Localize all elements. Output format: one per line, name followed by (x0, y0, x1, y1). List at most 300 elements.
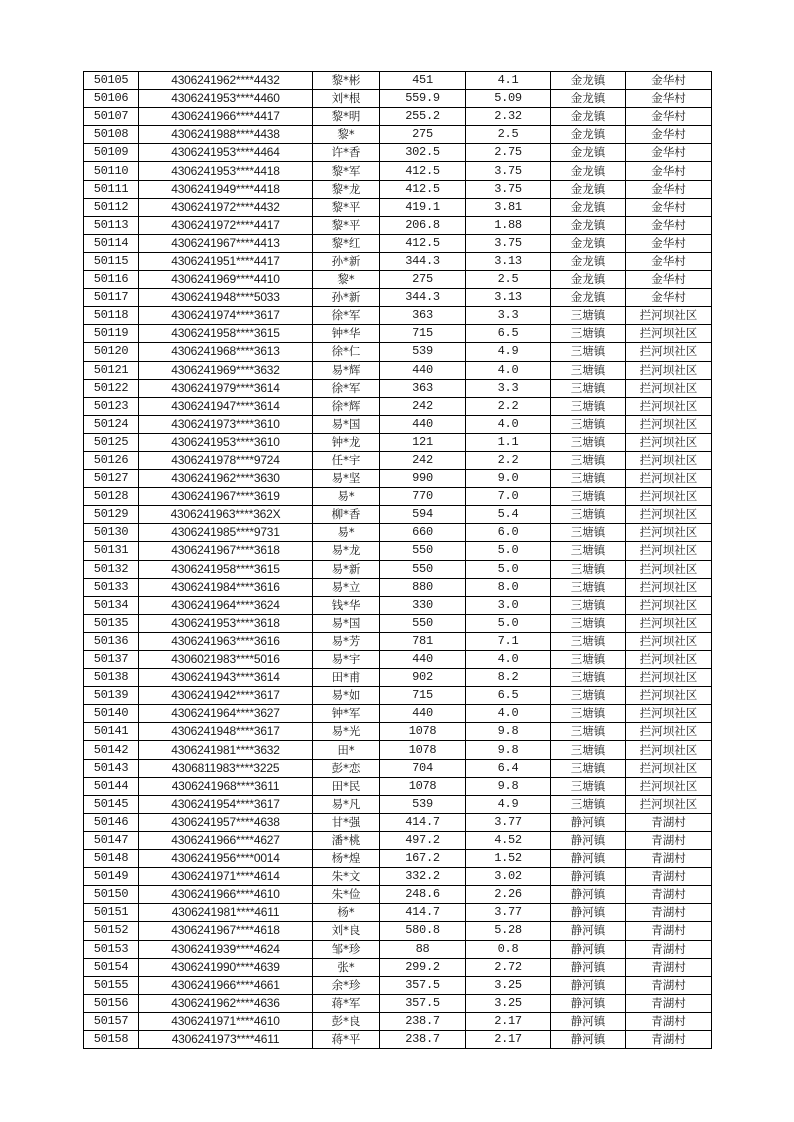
area-cell: 4.0 (466, 361, 551, 379)
table-row (84, 614, 712, 632)
id-number-cell: 4306241939****4624 (139, 940, 313, 958)
town-cell: 三塘镇 (551, 795, 626, 813)
amount-cell: 412.5 (380, 234, 466, 252)
village-cell: 拦河坝社区 (626, 397, 712, 415)
area-cell: 2.75 (466, 144, 551, 162)
table-row (84, 596, 712, 614)
id-number-cell: 4306241973****3610 (139, 415, 313, 433)
table-body (84, 72, 712, 1049)
serial-number-cell: 50115 (84, 252, 139, 270)
village-cell: 拦河坝社区 (626, 379, 712, 397)
area-cell: 3.13 (466, 252, 551, 270)
village-cell: 青湖村 (626, 940, 712, 958)
name-cell: 黎*彬 (313, 72, 380, 90)
table-row (84, 90, 712, 108)
serial-number-cell: 50107 (84, 108, 139, 126)
serial-number-cell: 50143 (84, 759, 139, 777)
id-number-cell: 4306241953****4418 (139, 162, 313, 180)
table-row (84, 651, 712, 669)
table-row (84, 397, 712, 415)
village-cell: 金华村 (626, 162, 712, 180)
amount-cell: 440 (380, 651, 466, 669)
name-cell: 易*辉 (313, 361, 380, 379)
table-row (84, 958, 712, 976)
serial-number-cell: 50139 (84, 687, 139, 705)
amount-cell: 440 (380, 361, 466, 379)
id-number-cell: 4306241949****4418 (139, 180, 313, 198)
area-cell: 3.0 (466, 596, 551, 614)
name-cell: 田*甫 (313, 669, 380, 687)
id-number-cell: 4306241968****3611 (139, 777, 313, 795)
area-cell: 4.0 (466, 651, 551, 669)
village-cell: 拦河坝社区 (626, 415, 712, 433)
serial-number-cell: 50120 (84, 343, 139, 361)
table-row (84, 252, 712, 270)
id-number-cell: 4306241947****3614 (139, 397, 313, 415)
name-cell: 易*芳 (313, 632, 380, 650)
table-row (84, 415, 712, 433)
table-row (84, 904, 712, 922)
serial-number-cell: 50105 (84, 72, 139, 90)
serial-number-cell: 50114 (84, 234, 139, 252)
name-cell: 柳*香 (313, 506, 380, 524)
village-cell: 拦河坝社区 (626, 632, 712, 650)
serial-number-cell: 50131 (84, 542, 139, 560)
town-cell: 三塘镇 (551, 614, 626, 632)
serial-number-cell: 50144 (84, 777, 139, 795)
serial-number-cell: 50133 (84, 578, 139, 596)
amount-cell: 357.5 (380, 994, 466, 1012)
serial-number-cell: 50126 (84, 451, 139, 469)
serial-number-cell: 50157 (84, 1012, 139, 1030)
area-cell: 9.8 (466, 741, 551, 759)
table-row (84, 632, 712, 650)
area-cell: 3.25 (466, 994, 551, 1012)
amount-cell: 451 (380, 72, 466, 90)
id-number-cell: 4306241951****4417 (139, 252, 313, 270)
serial-number-cell: 50110 (84, 162, 139, 180)
amount-cell: 594 (380, 506, 466, 524)
name-cell: 蒋*平 (313, 1030, 380, 1048)
name-cell: 孙*新 (313, 289, 380, 307)
town-cell: 静河镇 (551, 868, 626, 886)
id-number-cell: 4306241968****3613 (139, 343, 313, 361)
village-cell: 拦河坝社区 (626, 651, 712, 669)
area-cell: 8.0 (466, 578, 551, 596)
town-cell: 金龙镇 (551, 234, 626, 252)
table-row (84, 307, 712, 325)
table-row (84, 1012, 712, 1030)
area-cell: 3.02 (466, 868, 551, 886)
id-number-cell: 4306241964****3627 (139, 705, 313, 723)
name-cell: 易*宇 (313, 651, 380, 669)
id-number-cell: 4306241963****362X (139, 506, 313, 524)
amount-cell: 344.3 (380, 252, 466, 270)
village-cell: 青湖村 (626, 868, 712, 886)
town-cell: 三塘镇 (551, 705, 626, 723)
name-cell: 余*珍 (313, 976, 380, 994)
name-cell: 张* (313, 958, 380, 976)
town-cell: 金龙镇 (551, 144, 626, 162)
table-row (84, 289, 712, 307)
name-cell: 徐*辉 (313, 397, 380, 415)
id-number-cell: 4306241953****4464 (139, 144, 313, 162)
name-cell: 许*香 (313, 144, 380, 162)
serial-number-cell: 50138 (84, 669, 139, 687)
table-row (84, 705, 712, 723)
town-cell: 三塘镇 (551, 560, 626, 578)
id-number-cell: 4306241966****4661 (139, 976, 313, 994)
amount-cell: 440 (380, 705, 466, 723)
serial-number-cell: 50118 (84, 307, 139, 325)
serial-number-cell: 50142 (84, 741, 139, 759)
name-cell: 黎*龙 (313, 180, 380, 198)
village-cell: 拦河坝社区 (626, 307, 712, 325)
table-row (84, 831, 712, 849)
name-cell: 黎*明 (313, 108, 380, 126)
town-cell: 三塘镇 (551, 578, 626, 596)
village-cell: 金华村 (626, 126, 712, 144)
table-row (84, 126, 712, 144)
village-cell: 青湖村 (626, 831, 712, 849)
village-cell: 金华村 (626, 252, 712, 270)
amount-cell: 1078 (380, 741, 466, 759)
area-cell: 8.2 (466, 669, 551, 687)
village-cell: 拦河坝社区 (626, 560, 712, 578)
serial-number-cell: 50112 (84, 198, 139, 216)
id-number-cell: 4306241943****3614 (139, 669, 313, 687)
name-cell: 黎* (313, 271, 380, 289)
table-row (84, 162, 712, 180)
name-cell: 易*如 (313, 687, 380, 705)
town-cell: 静河镇 (551, 831, 626, 849)
town-cell: 三塘镇 (551, 759, 626, 777)
area-cell: 3.13 (466, 289, 551, 307)
amount-cell: 715 (380, 325, 466, 343)
serial-number-cell: 50134 (84, 596, 139, 614)
town-cell: 三塘镇 (551, 777, 626, 795)
amount-cell: 550 (380, 560, 466, 578)
id-number-cell: 4306241971****4610 (139, 1012, 313, 1030)
area-cell: 4.9 (466, 343, 551, 361)
town-cell: 三塘镇 (551, 542, 626, 560)
town-cell: 三塘镇 (551, 470, 626, 488)
village-cell: 金华村 (626, 234, 712, 252)
village-cell: 金华村 (626, 180, 712, 198)
area-cell: 5.0 (466, 560, 551, 578)
table-row (84, 379, 712, 397)
serial-number-cell: 50151 (84, 904, 139, 922)
table-row (84, 234, 712, 252)
table-row (84, 524, 712, 542)
village-cell: 拦河坝社区 (626, 687, 712, 705)
amount-cell: 363 (380, 307, 466, 325)
village-cell: 拦河坝社区 (626, 325, 712, 343)
town-cell: 金龙镇 (551, 216, 626, 234)
name-cell: 孙*新 (313, 252, 380, 270)
id-number-cell: 4306241974****3617 (139, 307, 313, 325)
town-cell: 三塘镇 (551, 524, 626, 542)
town-cell: 三塘镇 (551, 669, 626, 687)
id-number-cell: 4306241953****3618 (139, 614, 313, 632)
town-cell: 三塘镇 (551, 687, 626, 705)
id-number-cell: 4306241958****3615 (139, 325, 313, 343)
village-cell: 拦河坝社区 (626, 596, 712, 614)
table-row (84, 940, 712, 958)
amount-cell: 414.7 (380, 904, 466, 922)
amount-cell: 412.5 (380, 180, 466, 198)
serial-number-cell: 50141 (84, 723, 139, 741)
area-cell: 3.75 (466, 180, 551, 198)
village-cell: 拦河坝社区 (626, 361, 712, 379)
village-cell: 青湖村 (626, 958, 712, 976)
town-cell: 静河镇 (551, 904, 626, 922)
amount-cell: 121 (380, 433, 466, 451)
amount-cell: 330 (380, 596, 466, 614)
village-cell: 青湖村 (626, 886, 712, 904)
table-row (84, 271, 712, 289)
name-cell: 徐*仁 (313, 343, 380, 361)
area-cell: 1.52 (466, 850, 551, 868)
amount-cell: 332.2 (380, 868, 466, 886)
name-cell: 易*国 (313, 614, 380, 632)
town-cell: 静河镇 (551, 976, 626, 994)
amount-cell: 559.9 (380, 90, 466, 108)
table-row (84, 994, 712, 1012)
table-row (84, 470, 712, 488)
area-cell: 4.0 (466, 415, 551, 433)
amount-cell: 344.3 (380, 289, 466, 307)
town-cell: 金龙镇 (551, 108, 626, 126)
id-number-cell: 4306241981****4611 (139, 904, 313, 922)
table-row (84, 976, 712, 994)
amount-cell: 580.8 (380, 922, 466, 940)
name-cell: 任*宇 (313, 451, 380, 469)
table-row (84, 506, 712, 524)
serial-number-cell: 50129 (84, 506, 139, 524)
area-cell: 2.32 (466, 108, 551, 126)
serial-number-cell: 50158 (84, 1030, 139, 1048)
table-row (84, 198, 712, 216)
area-cell: 2.17 (466, 1012, 551, 1030)
table-row (84, 108, 712, 126)
village-cell: 拦河坝社区 (626, 669, 712, 687)
name-cell: 黎* (313, 126, 380, 144)
serial-number-cell: 50137 (84, 651, 139, 669)
amount-cell: 414.7 (380, 813, 466, 831)
serial-number-cell: 50132 (84, 560, 139, 578)
village-cell: 拦河坝社区 (626, 705, 712, 723)
table-row (84, 687, 712, 705)
id-number-cell: 4306241967****4618 (139, 922, 313, 940)
area-cell: 5.0 (466, 614, 551, 632)
amount-cell: 550 (380, 614, 466, 632)
id-number-cell: 4306241984****3616 (139, 578, 313, 596)
name-cell: 黎*平 (313, 216, 380, 234)
name-cell: 易*坚 (313, 470, 380, 488)
serial-number-cell: 50106 (84, 90, 139, 108)
id-number-cell: 4306241981****3632 (139, 741, 313, 759)
table-row (84, 488, 712, 506)
amount-cell: 497.2 (380, 831, 466, 849)
table-row (84, 777, 712, 795)
serial-number-cell: 50109 (84, 144, 139, 162)
serial-number-cell: 50108 (84, 126, 139, 144)
area-cell: 3.81 (466, 198, 551, 216)
area-cell: 3.25 (466, 976, 551, 994)
name-cell: 黎*平 (313, 198, 380, 216)
serial-number-cell: 50116 (84, 271, 139, 289)
serial-number-cell: 50149 (84, 868, 139, 886)
amount-cell: 255.2 (380, 108, 466, 126)
area-cell: 6.4 (466, 759, 551, 777)
village-cell: 拦河坝社区 (626, 777, 712, 795)
area-cell: 4.0 (466, 705, 551, 723)
id-number-cell: 4306241985****9731 (139, 524, 313, 542)
area-cell: 5.09 (466, 90, 551, 108)
id-number-cell: 4306241942****3617 (139, 687, 313, 705)
table-row (84, 795, 712, 813)
town-cell: 三塘镇 (551, 307, 626, 325)
village-cell: 青湖村 (626, 1030, 712, 1048)
id-number-cell: 4306241958****3615 (139, 560, 313, 578)
area-cell: 9.8 (466, 723, 551, 741)
name-cell: 易*光 (313, 723, 380, 741)
amount-cell: 242 (380, 451, 466, 469)
amount-cell: 238.7 (380, 1012, 466, 1030)
name-cell: 朱*俭 (313, 886, 380, 904)
town-cell: 三塘镇 (551, 488, 626, 506)
village-cell: 金华村 (626, 144, 712, 162)
village-cell: 金华村 (626, 90, 712, 108)
amount-cell: 1078 (380, 777, 466, 795)
id-number-cell: 4306241967****4413 (139, 234, 313, 252)
amount-cell: 770 (380, 488, 466, 506)
serial-number-cell: 50154 (84, 958, 139, 976)
area-cell: 1.88 (466, 216, 551, 234)
town-cell: 三塘镇 (551, 741, 626, 759)
name-cell: 易*龙 (313, 542, 380, 560)
id-number-cell: 4306241969****3632 (139, 361, 313, 379)
id-number-cell: 4306241962****3630 (139, 470, 313, 488)
village-cell: 青湖村 (626, 976, 712, 994)
name-cell: 彭*恋 (313, 759, 380, 777)
name-cell: 易*立 (313, 578, 380, 596)
village-cell: 青湖村 (626, 850, 712, 868)
id-number-cell: 4306241973****4611 (139, 1030, 313, 1048)
id-number-cell: 4306241948****3617 (139, 723, 313, 741)
amount-cell: 880 (380, 578, 466, 596)
id-number-cell: 4306241990****4639 (139, 958, 313, 976)
village-cell: 拦河坝社区 (626, 741, 712, 759)
id-number-cell: 4306241953****4460 (139, 90, 313, 108)
table-row (84, 578, 712, 596)
name-cell: 易*国 (313, 415, 380, 433)
town-cell: 三塘镇 (551, 651, 626, 669)
village-cell: 拦河坝社区 (626, 578, 712, 596)
table-row (84, 451, 712, 469)
village-cell: 金华村 (626, 108, 712, 126)
amount-cell: 539 (380, 343, 466, 361)
table-row (84, 343, 712, 361)
amount-cell: 357.5 (380, 976, 466, 994)
amount-cell: 275 (380, 271, 466, 289)
town-cell: 三塘镇 (551, 596, 626, 614)
name-cell: 钟*龙 (313, 433, 380, 451)
village-cell: 拦河坝社区 (626, 759, 712, 777)
town-cell: 金龙镇 (551, 162, 626, 180)
amount-cell: 412.5 (380, 162, 466, 180)
amount-cell: 704 (380, 759, 466, 777)
id-number-cell: 4306241972****4417 (139, 216, 313, 234)
area-cell: 2.2 (466, 397, 551, 415)
serial-number-cell: 50155 (84, 976, 139, 994)
town-cell: 金龙镇 (551, 180, 626, 198)
area-cell: 3.75 (466, 234, 551, 252)
id-number-cell: 4306241969****4410 (139, 271, 313, 289)
amount-cell: 550 (380, 542, 466, 560)
area-cell: 6.5 (466, 325, 551, 343)
amount-cell: 902 (380, 669, 466, 687)
village-cell: 拦河坝社区 (626, 542, 712, 560)
area-cell: 3.3 (466, 379, 551, 397)
area-cell: 4.52 (466, 831, 551, 849)
name-cell: 黎*红 (313, 234, 380, 252)
table-row (84, 433, 712, 451)
town-cell: 静河镇 (551, 940, 626, 958)
data-table (83, 71, 712, 1049)
name-cell: 徐*军 (313, 307, 380, 325)
town-cell: 三塘镇 (551, 379, 626, 397)
serial-number-cell: 50146 (84, 813, 139, 831)
area-cell: 2.5 (466, 126, 551, 144)
area-cell: 6.5 (466, 687, 551, 705)
name-cell: 蒋*军 (313, 994, 380, 1012)
town-cell: 金龙镇 (551, 271, 626, 289)
serial-number-cell: 50153 (84, 940, 139, 958)
id-number-cell: 4306241988****4438 (139, 126, 313, 144)
village-cell: 青湖村 (626, 922, 712, 940)
town-cell: 三塘镇 (551, 506, 626, 524)
id-number-cell: 4306241957****4638 (139, 813, 313, 831)
village-cell: 金华村 (626, 216, 712, 234)
table-row (84, 922, 712, 940)
id-number-cell: 4306241954****3617 (139, 795, 313, 813)
village-cell: 金华村 (626, 289, 712, 307)
town-cell: 三塘镇 (551, 433, 626, 451)
amount-cell: 206.8 (380, 216, 466, 234)
id-number-cell: 4306241964****3624 (139, 596, 313, 614)
area-cell: 2.2 (466, 451, 551, 469)
name-cell: 刘*根 (313, 90, 380, 108)
serial-number-cell: 50145 (84, 795, 139, 813)
area-cell: 5.28 (466, 922, 551, 940)
amount-cell: 1078 (380, 723, 466, 741)
town-cell: 三塘镇 (551, 415, 626, 433)
name-cell: 易*新 (313, 560, 380, 578)
area-cell: 3.77 (466, 813, 551, 831)
area-cell: 6.0 (466, 524, 551, 542)
amount-cell: 363 (380, 379, 466, 397)
name-cell: 易* (313, 524, 380, 542)
amount-cell: 275 (380, 126, 466, 144)
id-number-cell: 4306241967****3618 (139, 542, 313, 560)
name-cell: 朱*文 (313, 868, 380, 886)
area-cell: 2.5 (466, 271, 551, 289)
town-cell: 金龙镇 (551, 252, 626, 270)
town-cell: 金龙镇 (551, 126, 626, 144)
serial-number-cell: 50122 (84, 379, 139, 397)
